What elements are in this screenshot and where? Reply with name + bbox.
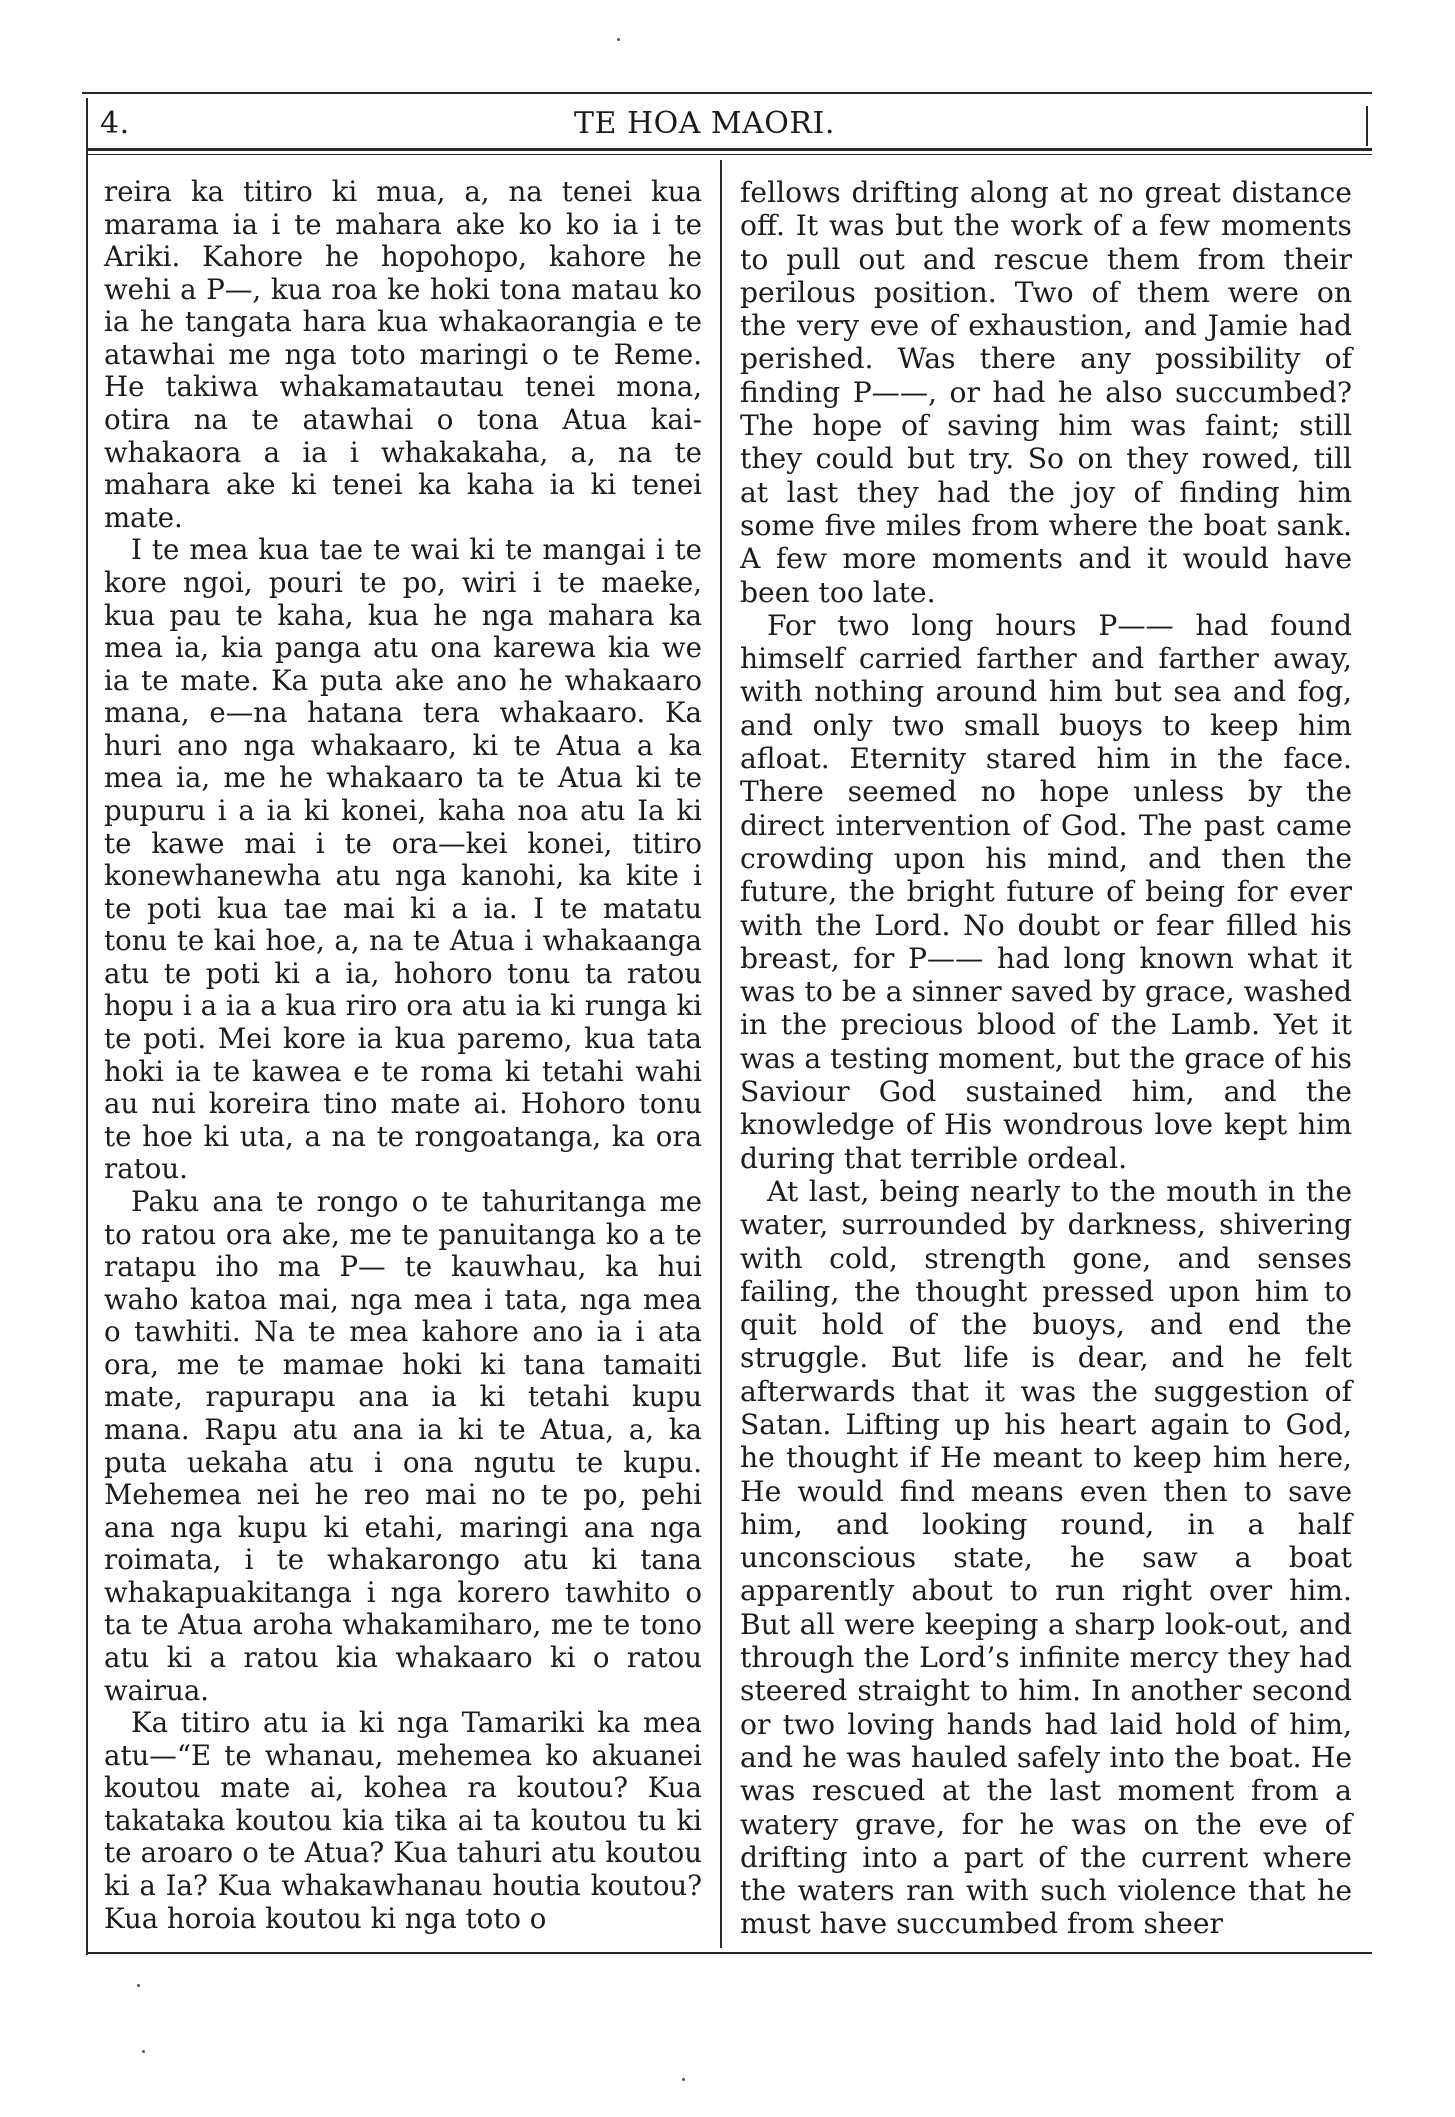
header-right-border bbox=[1366, 106, 1368, 146]
print-speck bbox=[617, 38, 620, 41]
publication-title: TE HOA MAORI. bbox=[574, 106, 835, 141]
right-paragraph-2: For two long hours P—— had found himself carried farther and farther away, with nothing around him but sea and fog, and only two small buoys to keep him afloat. Eternity stared him in the face. There seemed no hope unless by the direct intervention of God. The past came crowding upon his mind, and then the future, the bright future of being for ever with the Lord. No doubt or fear filled his breast, for P—— had long known what it was to be a sinner saved by grace, washed in the precious blood of the Lamb. Yet it was a testing moment, but the grace of his Saviour God sustained him, and the knowledge of His wondrous love kept him during that terrible ordeal. bbox=[740, 608, 1352, 1175]
left-paragraph-1: reira ka titiro ki mua, a, na tenei kua marama ia i te mahara ake ko ko ia i te Ariki. Kahore he hopohopo, kahore he wehi a P—, kua roa ke hoki tona matau ko ia he tangata hara kua whakaorangia e te atawhai me nga toto maringi o te Reme. He takiwa whakamatautau tenei mona, otira na te atawhai o tona Atua kai-whakaora a ia i whakakaha, a, na te mahara ake ki tenei ka kaha ia ki tenei mate. bbox=[104, 175, 702, 534]
right-paragraph-3: At last, being nearly to the mouth in the water, surrounded by darkness, shivering with cold, strength gone, and senses failing, the thought pressed upon him to quit hold of the buoys, and end the struggle. But life is dear, and he felt afterwards that it was the suggestion of Satan. Lifting up his heart again to God, he thought if He meant to keep him here, He would find means even then to save him, and looking round, in a half unconscious state, he saw a boat apparently about to run right over him. But all were keeping a sharp look-out, and through the Lord’s infinite mercy they had steered straight to him. In another second or two loving hands had laid hold of him, and he was hauled safely into the boat. He was rescued at the last moment from a watery grave, for he was on the eve of drifting into a part of the current where the waters ran with such violence that he must have succumbed from sheer bbox=[740, 1174, 1352, 1941]
left-border bbox=[86, 150, 88, 1955]
right-column bbox=[740, 176, 1352, 1941]
header-bottom-rule-thin bbox=[86, 154, 1372, 155]
print-speck bbox=[142, 2050, 145, 2053]
left-paragraph-2: I te mea kua tae te wai ki te mangai i te kore ngoi, pouri te po, wiri i te maeke, kua pau te kaha, kua he nga mahara ka mea ia, kia panga atu ona karewa kia we ia te mate. Ka puta ake ano he whakaaro mana, e—na hatana tera whakaaro. Ka huri ano nga whakaaro, ki te Atua a ka mea ia, me he whakaaro ta te Atua ki te pupuru i a ia ki konei, kaha noa atu Ia ki te kawe mai i te ora—kei konei, titiro konewhanewha atu nga kanohi, ka kite i te poti kua tae mai ki a ia. I te matatu tonu te kai hoe, a, na te Atua i whakaanga atu te poti ki a ia, hohoro tonu ta ratou hopu i a ia a kua riro ora atu ia ki runga ki te poti. Mei kore ia kua paremo, kua tata hoki ia te kawea e te roma ki tetahi wahi au nui koreira tino mate ai. Hohoro tonu te hoe ki uta, a na te rongoatanga, ka ora ratou. bbox=[104, 533, 702, 1186]
header-left-border bbox=[86, 98, 88, 150]
header-top-rule bbox=[82, 92, 1372, 94]
right-paragraph-1: fellows drifting along at no great distance off. It was but the work of a few moments to pull out and rescue them from their perilous position. Two of them were on the very eve of exhaustion, and Jamie had perished. Was there any possibility of finding P——, or had he also succumbed? The hope of saving him was faint; still they could but try. So on they rowed, till at last they had the joy of finding him some five miles from where the boat sank. A few more moments and it would have been too late. bbox=[740, 176, 1352, 609]
page-number: 4. bbox=[100, 106, 130, 141]
print-speck bbox=[682, 2078, 685, 2081]
left-column bbox=[104, 176, 702, 1935]
print-speck bbox=[137, 1984, 140, 1987]
left-paragraph-4: Ka titiro atu ia ki nga Tamariki ka mea atu—“E te whanau, mehemea ko akuanei koutou mate ai, kohea ra koutou? Kua takataka koutou kia tika ai ta koutou tu ki te aroaro o te Atua? Kua tahuri atu koutou ki a Ia? Kua whakawhanau houtia koutou? Kua horoia koutou ki nga toto o bbox=[104, 1706, 702, 1935]
bottom-rule bbox=[86, 1952, 1372, 1954]
header-bottom-rule bbox=[86, 148, 1372, 151]
left-paragraph-3: Paku ana te rongo o te tahuritanga me to ratou ora ake, me te panuitanga ko a te ratapu iho ma P— te kauwhau, ka hui waho katoa mai, nga mea i tata, nga mea o tawhiti. Na te mea kahore ano ia i ata ora, me te mamae hoki ki tana tamaiti mate, rapurapu ana ia ki tetahi kupu mana. Rapu atu ana ia ki te Atua, a, ka puta uekaha atu i ona ngutu te kupu. Mehemea nei he reo mai no te po, pehi ana nga kupu ki etahi, maringi ana nga roimata, i te whakarongo atu ki tana whakapuakitanga i nga korero tawhito o ta te Atua aroha whakamiharo, me te tono atu ki a ratou kia whakaaro ki o ratou wairua. bbox=[104, 1184, 702, 1707]
column-divider bbox=[720, 160, 722, 1948]
